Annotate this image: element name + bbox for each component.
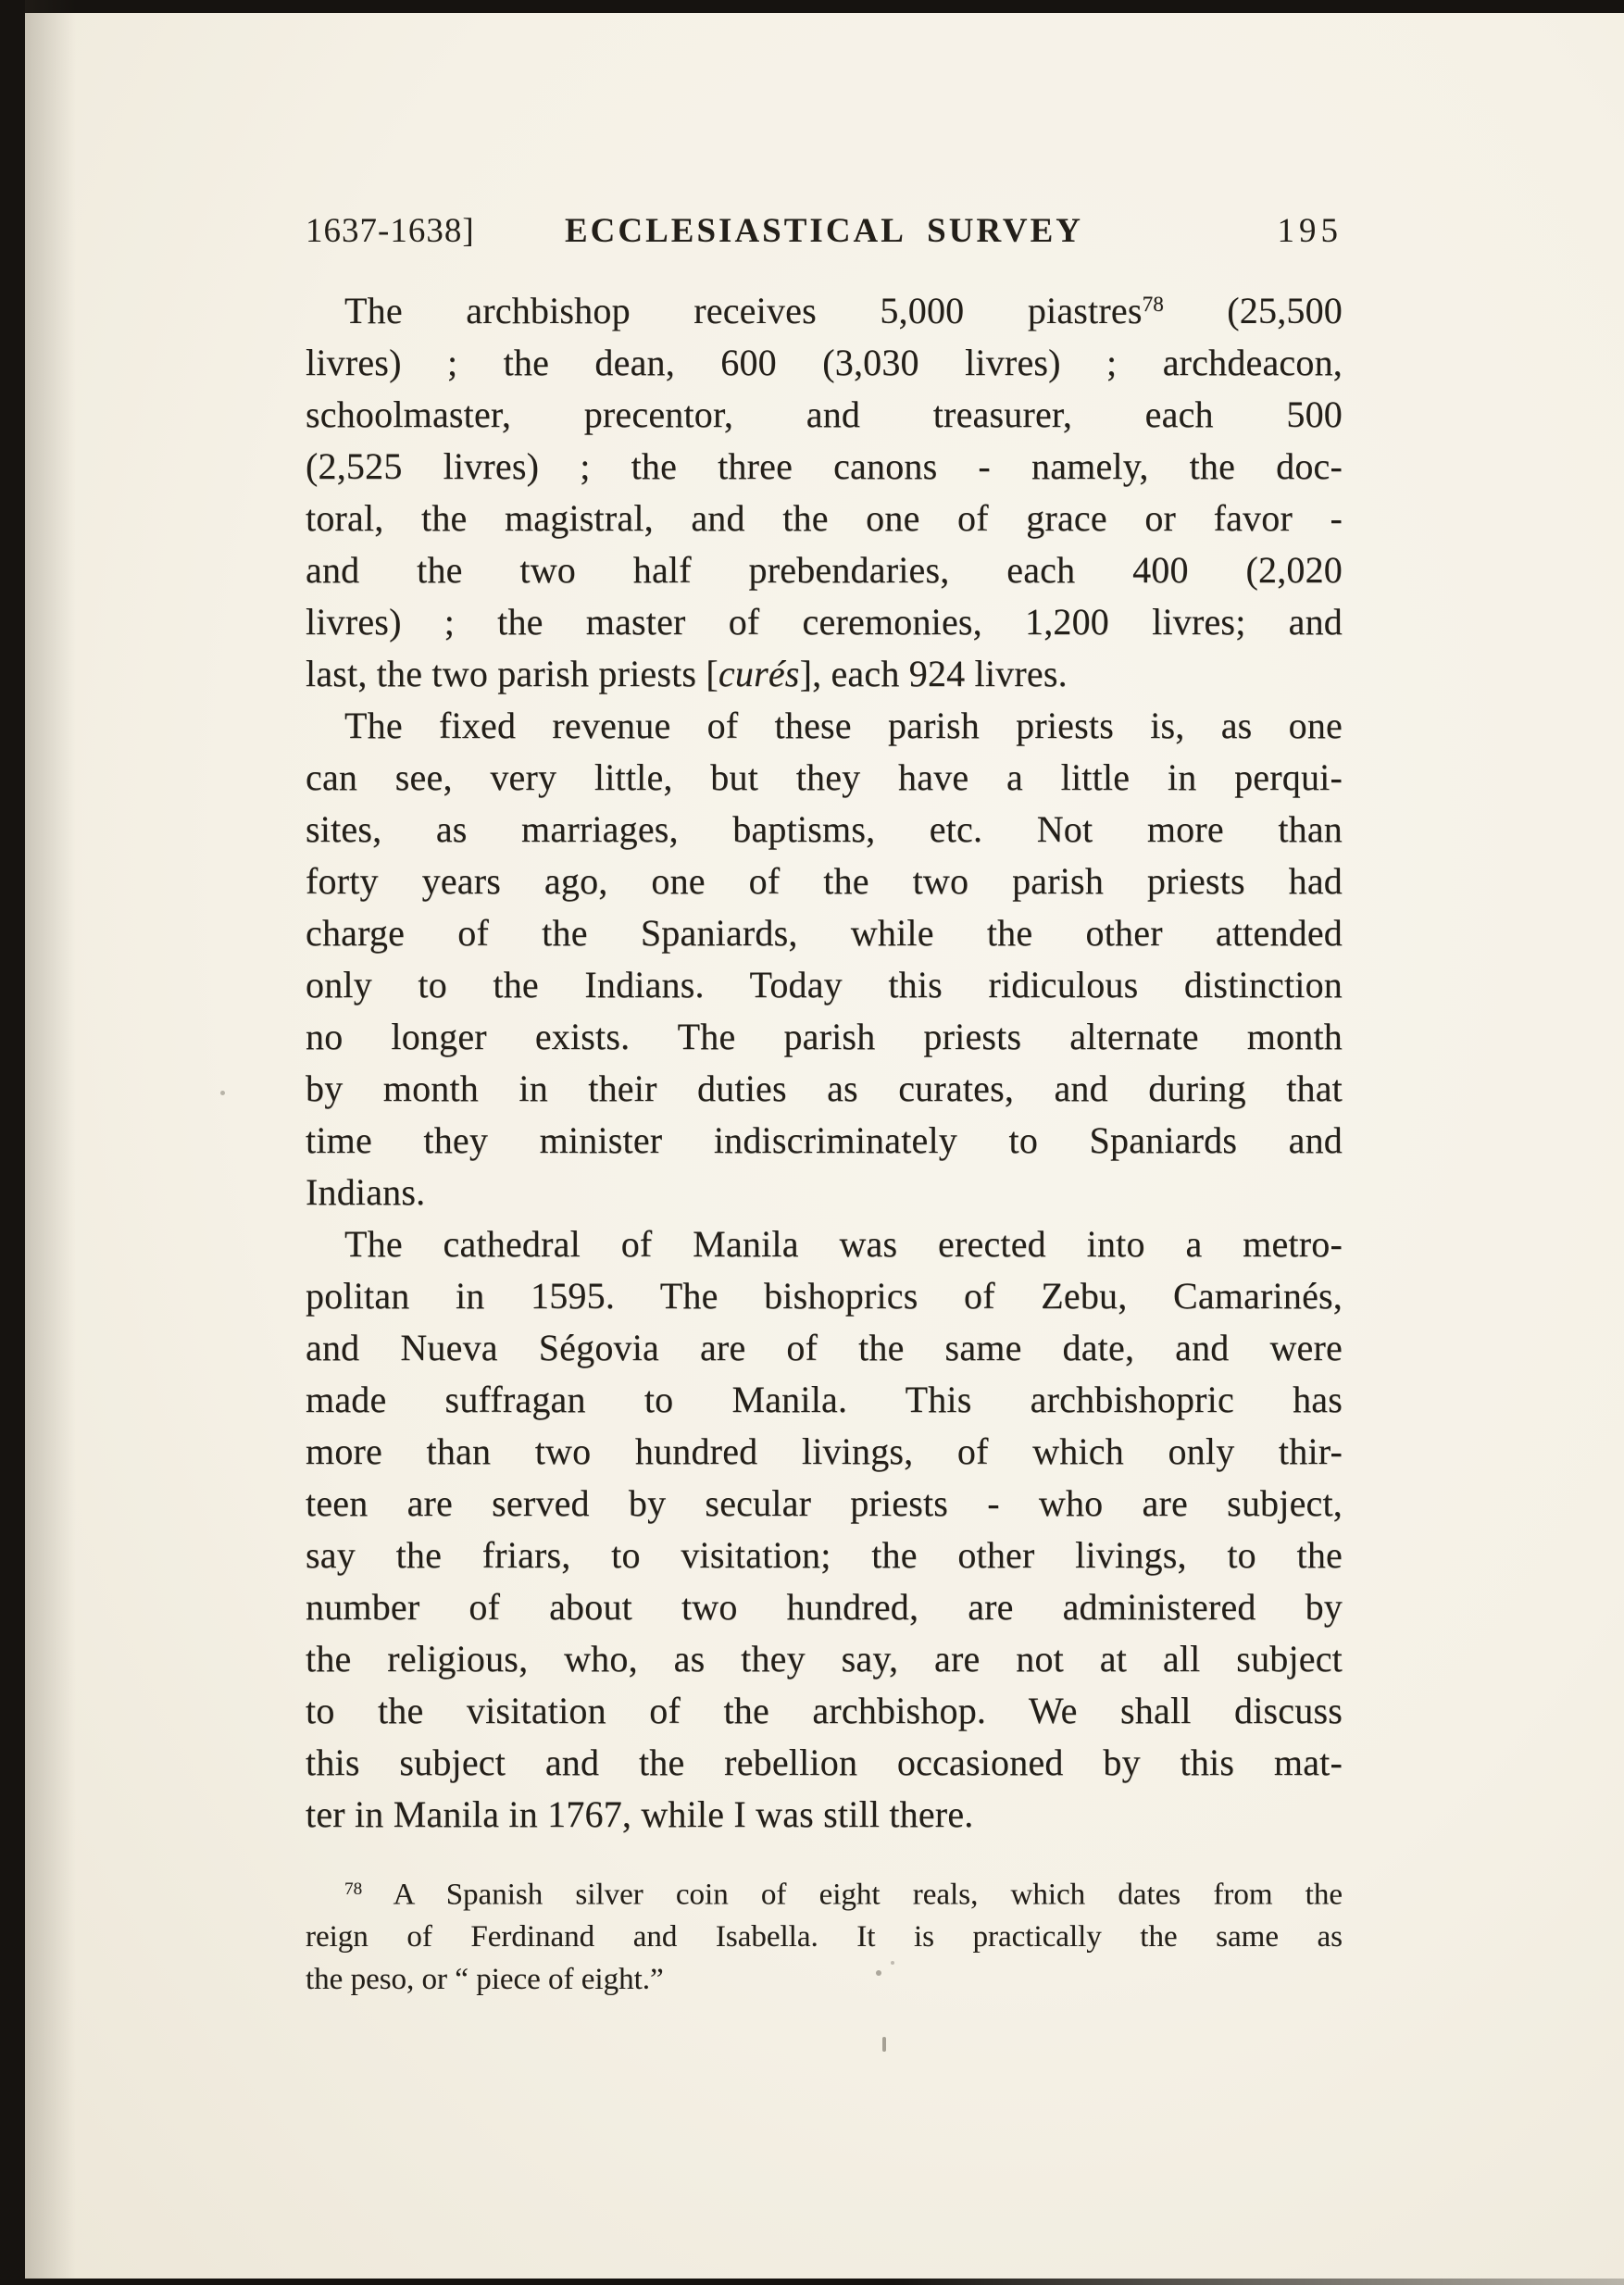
text-line: only to the Indians. Today this ridiculous distinction: [306, 963, 1343, 1005]
text-line: no longer exists. The parish priests alternate month: [306, 1015, 1343, 1057]
scan-speckle: [220, 1091, 225, 1095]
text-line: say the friars, to visitation; the other livings, to the: [306, 1533, 1343, 1576]
text-line: politan in 1595. The bishoprics of Zebu, Camarinés,: [306, 1274, 1343, 1317]
header-years: 1637-1638]: [306, 212, 475, 250]
text-line: The cathedral of Manila was erected into a metro-: [344, 1222, 1343, 1265]
sup-text: 78: [344, 1879, 363, 1899]
text-line: number of about two hundred, are administered by: [306, 1585, 1343, 1628]
page-content: [306, 211, 1343, 2001]
text-line: Indians.: [306, 1170, 426, 1213]
running-head: [306, 211, 1343, 251]
text-line: forty years ago, one of the two parish priests had: [306, 859, 1343, 902]
text-segment: ], each 924 livres.: [799, 652, 1068, 694]
text-segment: The archbishop receives 5,000 piastres: [344, 289, 1143, 331]
sup-text: 78: [1142, 293, 1164, 317]
text-line: by month in their duties as curates, and during that: [306, 1067, 1343, 1109]
text-line: The fixed revenue of these parish priests is, as one: [344, 704, 1343, 746]
text-line: schoolmaster, precentor, and treasurer, each 500: [306, 393, 1343, 435]
header-title: ECCLESIASTICAL SURVEY: [565, 212, 1083, 250]
text-segment: (25,500: [1163, 289, 1343, 331]
text-line: [306, 1868, 1343, 1917]
paragraph: [306, 279, 1343, 700]
text-line: teen are served by secular priests - who are subject,: [306, 1481, 1343, 1524]
text-line: ter in Manila in 1767, while I was still there.: [306, 1792, 974, 1835]
text-line: (2,525 livres) ; the three canons - namely, the doc-: [306, 444, 1343, 487]
text-line: can see, very little, but they have a little in perqui-: [306, 755, 1343, 798]
text-line: this subject and the rebellion occasioned by this mat-: [306, 1741, 1343, 1783]
scan-speckle: [876, 1970, 881, 1976]
scan-speckle: [891, 1961, 894, 1965]
text-line: made suffragan to Manila. This archbishopric has: [306, 1378, 1343, 1420]
text-line: more than two hundred livings, of which only thir-: [306, 1430, 1343, 1472]
text-line: the peso, or “ piece of eight.”: [306, 1963, 664, 1997]
scan-edge-left: [0, 0, 25, 2285]
text-line: [306, 279, 1343, 337]
text-line: sites, as marriages, baptisms, etc. Not more than: [306, 807, 1343, 850]
text-segment: last, the two parish priests [: [306, 652, 718, 694]
scan-speckle: [882, 2037, 886, 2052]
text-line: charge of the Spaniards, while the other attended: [306, 911, 1343, 954]
page-number: 195: [1277, 212, 1343, 250]
text-line: the religious, who, as they say, are not at all subject: [306, 1637, 1343, 1679]
text-line: livres) ; the master of ceremonies, 1,200 livres; and: [306, 600, 1343, 643]
text-line: and the two half prebendaries, each 400 (2,020: [306, 548, 1343, 591]
text-line: livres) ; the dean, 600 (3,030 livres) ; archdeacon,: [306, 341, 1343, 383]
text-segment: A Spanish silver coin of eight reals, which dates from the: [362, 1878, 1343, 1912]
paragraph: [306, 700, 1343, 1218]
footnote: [306, 1868, 1343, 2002]
text-line: [306, 648, 1343, 700]
body-text: [306, 279, 1343, 1841]
italic-text: curés: [718, 652, 800, 694]
text-line: time they minister indiscriminately to Spaniards and: [306, 1118, 1343, 1161]
scan-edge-top: [0, 0, 1624, 13]
text-line: and Nueva Ségovia are of the same date, and were: [306, 1326, 1343, 1368]
text-line: toral, the magistral, and the one of grace or favor -: [306, 496, 1343, 539]
paragraph: [306, 1218, 1343, 1841]
scan-edge-bottom: [0, 2279, 1624, 2285]
scan-shadow-left: [25, 0, 76, 2285]
text-line: to the visitation of the archbishop. We shall discuss: [306, 1689, 1343, 1731]
text-line: reign of Ferdinand and Isabella. It is practically the same as: [306, 1920, 1343, 1954]
